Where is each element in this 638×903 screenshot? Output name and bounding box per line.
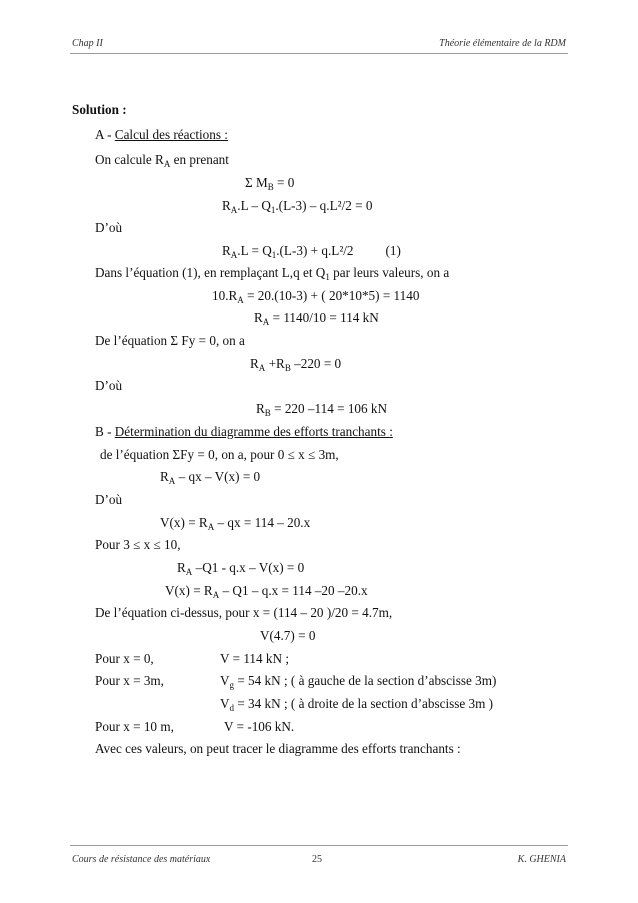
dou-2: D’où bbox=[95, 378, 123, 393]
equation-rb-result: $R_B = 220$ –114 = 106 kN bbox=[256, 401, 388, 418]
value-x0: V = 114 kN ; bbox=[220, 651, 289, 666]
header-chapter: Chap II bbox=[72, 38, 103, 49]
footer-author: K. GHENIA bbox=[517, 854, 566, 865]
range-2-line: Pour 3 ≤ x ≤ 10, bbox=[95, 537, 181, 552]
equation-force-balance: $R_A +R_B$ –220 = 0 bbox=[250, 356, 342, 373]
dou-1: D’où bbox=[95, 220, 123, 235]
substitution-line: Dans l’équation (1), en remplaçant L,q et $Q_1$ par leurs valeurs, on a bbox=[95, 265, 450, 282]
value-x10-label: Pour x = 10 m, bbox=[95, 719, 174, 734]
equation-moment-balance: $R_A.L - Q_1.(L-3) - q.L^2/2 = 0$ bbox=[222, 198, 373, 215]
equation-shear-1: $R_A$ – qx – V(x) = 0 bbox=[160, 469, 261, 486]
footer-rule bbox=[70, 845, 568, 846]
value-x10: V = -106 kN. bbox=[224, 719, 295, 734]
zero-crossing-line: De l’équation ci-dessus, pour x = (114 – 20 )/20 = 4.7m, bbox=[95, 605, 393, 620]
section-a-heading: A - Calcul des réactions : bbox=[95, 127, 228, 142]
equation-sum-moments: Σ $M_B = 0$ bbox=[245, 175, 295, 192]
equation-ra-result: $R_A = 1140/10 = 114$ kN bbox=[254, 310, 379, 327]
header-title: Théorie élémentaire de la RDM bbox=[439, 38, 566, 49]
calc-line: On calcule $R_A$ en prenant bbox=[95, 152, 229, 169]
equation-1: $R_A.L = Q_1.(L-3) + q.L^2/2$ (1) bbox=[222, 243, 401, 260]
equation-shear-2: $R_A$ –Q1 - q.x – V(x) = 0 bbox=[177, 560, 305, 577]
header-rule bbox=[70, 53, 568, 54]
equation-vx-1: $V(x) = R_A$ – qx = 114 – 20.x bbox=[160, 515, 311, 532]
range-1-line: de l’équation ΣFy = 0, on a, pour 0 ≤ x ≤ 3m, bbox=[100, 447, 339, 462]
equation-vx-2: $V(x) = R_A - Q1 - q.x = 114$ –20 –20.x bbox=[165, 583, 368, 600]
equation-numeric: $10.R_A = 20.(10-3)$ + ( 20*10*5) = 1140 bbox=[212, 288, 420, 305]
equation-v-zero: V(4.7) = 0 bbox=[260, 628, 316, 643]
section-b-heading: B - Détermination du diagramme des efforts tranchants : bbox=[95, 424, 393, 439]
equation-1-number: (1) bbox=[385, 243, 401, 258]
dou-3: D’où bbox=[95, 492, 123, 507]
solution-title: Solution : bbox=[72, 102, 127, 117]
value-x0-label: Pour x = 0, bbox=[95, 651, 154, 666]
page-number: 25 bbox=[312, 854, 322, 865]
conclusion-line: Avec ces valeurs, on peut tracer le diagramme des efforts tranchants : bbox=[95, 741, 461, 756]
footer-course: Cours de résistance des matériaux bbox=[72, 854, 211, 865]
value-x3-left: $V_g = 54$ kN ; ( à gauche de la section d’abscisse 3m) bbox=[220, 673, 497, 690]
section-a-title: Calcul des réactions : bbox=[114, 127, 228, 142]
section-b-title: Détermination du diagramme des efforts tranchants : bbox=[114, 424, 393, 439]
value-x3-label: Pour x = 3m, bbox=[95, 673, 164, 688]
sum-fy-line: De l’équation Σ Fy = 0, on a bbox=[95, 333, 245, 348]
value-x3-right: $V_d = 34$ kN ; ( à droite de la section d’abscisse 3m ) bbox=[220, 696, 494, 713]
